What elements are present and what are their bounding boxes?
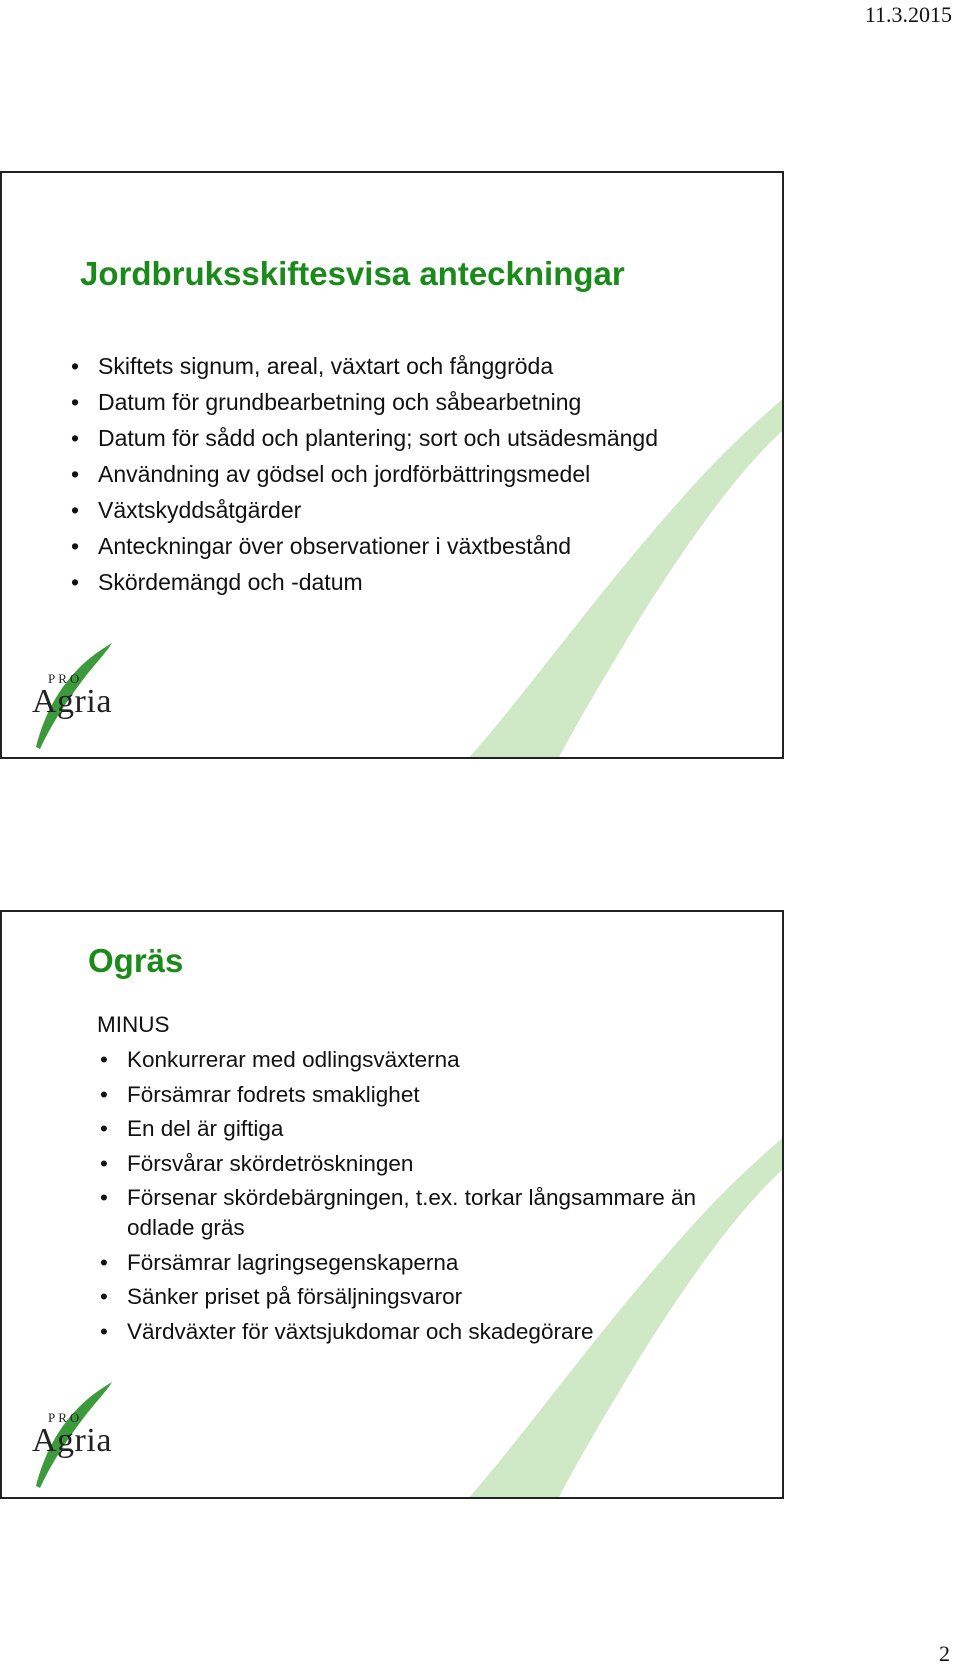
slide-1 — [0, 171, 784, 759]
page-date: 11.3.2015 — [864, 2, 952, 27]
list-item: • En del är giftiga — [127, 1114, 757, 1144]
logo-agria-text: Agria — [32, 1422, 112, 1459]
list-item: • Sänker priset på försäljningsvaror — [127, 1282, 757, 1312]
bullet-list — [127, 1045, 757, 1351]
list-item: • Skördemängd och -datum — [98, 567, 758, 603]
minus-heading: MINUS — [97, 1012, 170, 1037]
list-item: • Växtskyddsåtgärder — [98, 495, 758, 531]
list-item: • Datum för grundbearbetning och såbearbetning — [98, 387, 758, 423]
list-item: • Anteckningar över observationer i växtbestånd — [98, 531, 758, 567]
bullet-list — [98, 351, 758, 603]
list-item: • Användning av gödsel och jordförbättringsmedel — [98, 459, 758, 495]
list-item: • Konkurrerar med odlingsväxterna — [127, 1045, 757, 1075]
logo-pro-text: PRO — [48, 671, 83, 686]
slide-title: Ogräs — [88, 942, 184, 979]
slide-title: Jordbruksskiftesvisa anteckningar — [80, 255, 625, 292]
logo-pro-text: PRO — [48, 1410, 83, 1425]
list-item: • Försämrar fodrets smaklighet — [127, 1080, 757, 1110]
list-item: • Försämrar lagringsegenskaperna — [127, 1248, 757, 1278]
list-item: • Försenar skördebärgningen, t.ex. torkar långsammare än odlade gräs — [127, 1183, 757, 1243]
list-item: • Försvårar skördetröskningen — [127, 1149, 757, 1179]
slide-2 — [0, 910, 784, 1499]
pro-agria-logo — [24, 1382, 116, 1490]
page-number: 2 — [939, 1641, 950, 1666]
list-item: • Värdväxter för växtsjukdomar och skadegörare — [127, 1317, 757, 1347]
list-item: • Skiftets signum, areal, växtart och fånggröda — [98, 351, 758, 387]
pro-agria-logo — [24, 643, 116, 751]
logo-agria-text: Agria — [32, 683, 112, 720]
list-item: • Datum för sådd och plantering; sort och utsädesmängd — [98, 423, 758, 459]
